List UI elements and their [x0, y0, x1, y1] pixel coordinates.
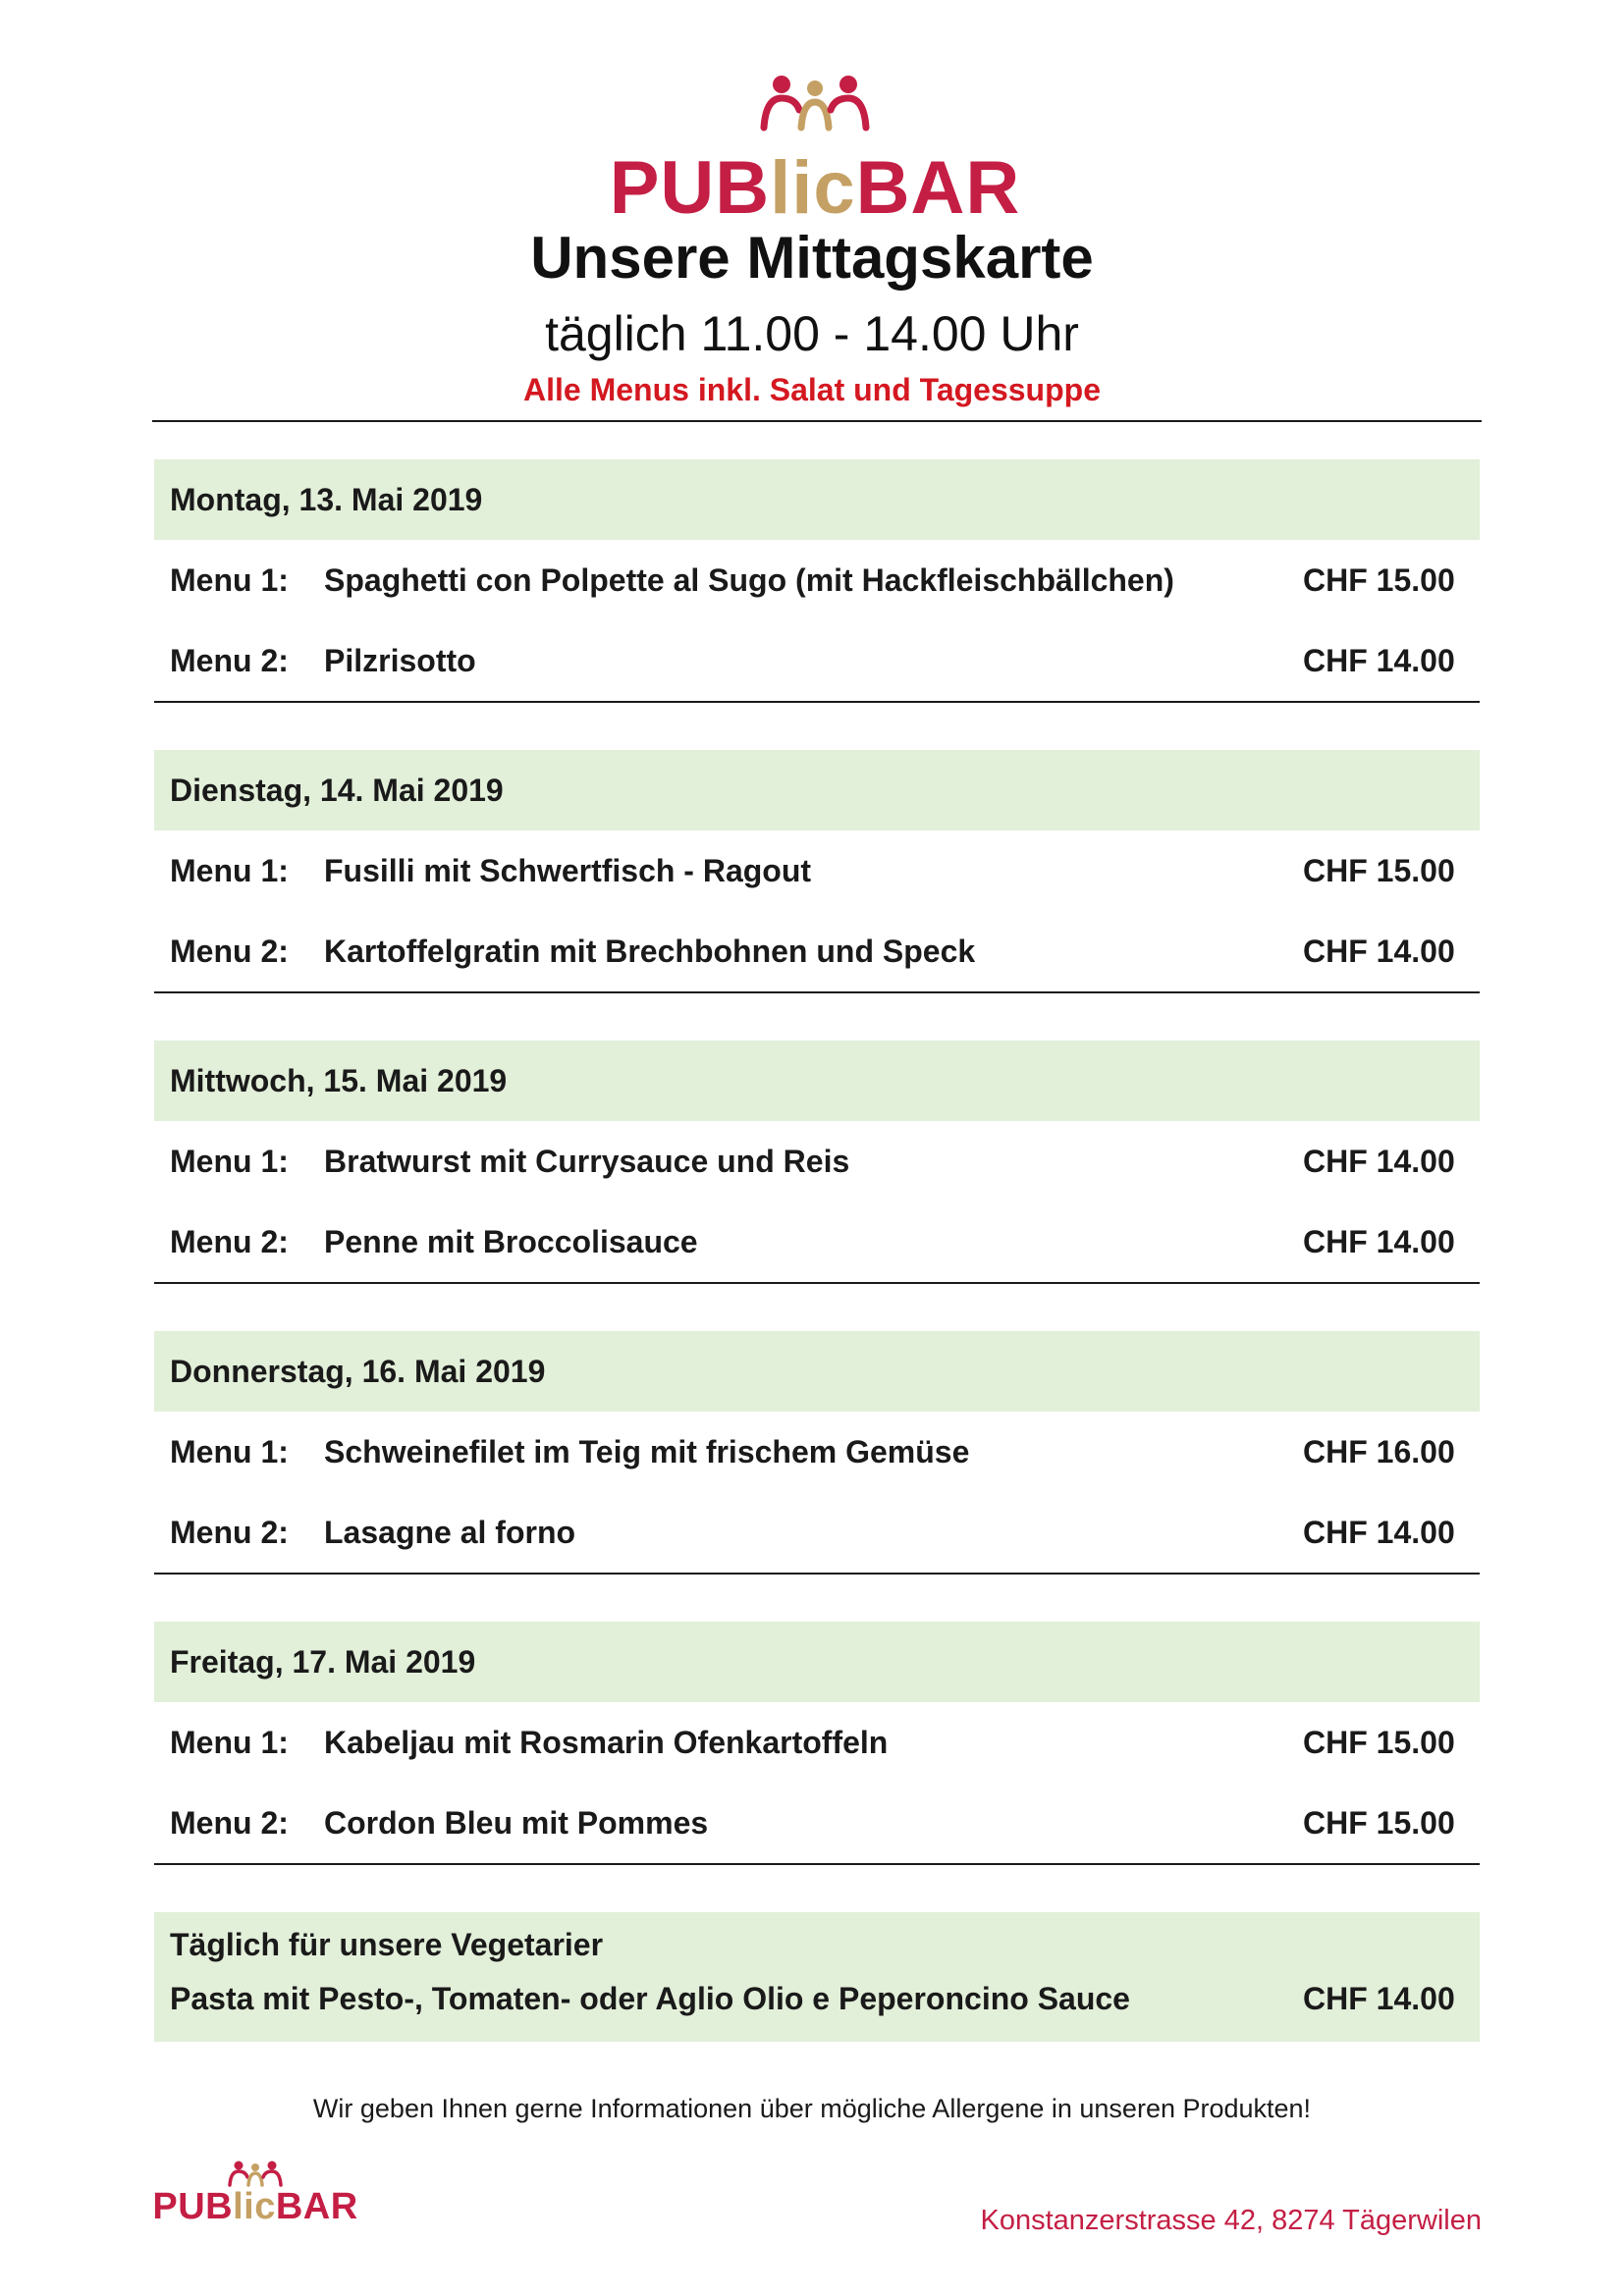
menu-label: Menu 2: — [170, 1223, 289, 1259]
dish-name: Kabeljau mit Rosmarin Ofenkartoffeln — [324, 1724, 889, 1760]
day-section-monday — [154, 459, 1480, 703]
dish-price: CHF 14.00 — [1303, 1514, 1455, 1550]
dish-price: CHF 15.00 — [1303, 852, 1455, 888]
menu-label: Menu 1: — [170, 1433, 289, 1469]
brand-wordmark: PUBlicBAR — [609, 146, 1021, 230]
menu-label: Menu 1: — [170, 1143, 289, 1179]
day-heading: Donnerstag, 16. Mai 2019 — [154, 1331, 1480, 1412]
day-section-friday — [154, 1622, 1480, 1865]
dish-name: Cordon Bleu mit Pommes — [324, 1804, 709, 1841]
dish-price: CHF 14.00 — [1303, 1980, 1455, 2016]
dish-name: Kartoffelgratin mit Brechbohnen und Speck — [324, 933, 976, 969]
menu-row — [154, 1412, 1480, 1492]
menu-row — [154, 1783, 1480, 1863]
menu-row — [154, 620, 1480, 701]
menu-note: Alle Menus inkl. Salat und Tagessuppe — [523, 372, 1101, 407]
dish-price: CHF 14.00 — [1303, 933, 1455, 969]
dish-price: CHF 16.00 — [1303, 1433, 1455, 1469]
menu-row — [154, 1121, 1480, 1201]
day-section-tuesday — [154, 750, 1480, 993]
vegetarian-heading: Täglich für unsere Vegetarier — [170, 1926, 604, 1962]
menu-label: Menu 2: — [170, 1514, 289, 1550]
menu-row — [154, 830, 1480, 911]
menu-label: Menu 2: — [170, 933, 289, 969]
dish-name: Bratwurst mit Currysauce und Reis — [324, 1143, 850, 1179]
dish-price: CHF 15.00 — [1303, 1804, 1455, 1841]
menu-row — [154, 911, 1480, 991]
menu-row — [154, 1492, 1480, 1573]
dish-name: Schweinefilet im Teig mit frischem Gemüse — [324, 1433, 970, 1469]
dish-price: CHF 14.00 — [1303, 642, 1455, 678]
header-divider — [152, 420, 1482, 422]
dish-name: Pilzrisotto — [324, 642, 476, 678]
day-section-thursday — [154, 1331, 1480, 1575]
vegetarian-row — [154, 1969, 1480, 2028]
day-heading: Dienstag, 14. Mai 2019 — [154, 750, 1480, 830]
day-heading: Freitag, 17. Mai 2019 — [154, 1622, 1480, 1702]
menu-row — [154, 540, 1480, 620]
dish-price: CHF 14.00 — [1303, 1223, 1455, 1259]
menu-label: Menu 1: — [170, 561, 289, 598]
dish-name: Lasagne al forno — [324, 1514, 576, 1550]
menu-label: Menu 1: — [170, 852, 289, 888]
opening-hours: täglich 11.00 - 14.00 Uhr — [545, 306, 1079, 361]
day-heading: Mittwoch, 15. Mai 2019 — [154, 1041, 1480, 1121]
dish-price: CHF 14.00 — [1303, 1143, 1455, 1179]
dish-price: CHF 15.00 — [1303, 1724, 1455, 1760]
footer-logo — [152, 2160, 358, 2238]
people-logo-icon — [609, 71, 1021, 149]
weekly-menu — [154, 459, 1480, 2042]
brand-wordmark: PUBlicBAR — [152, 2186, 358, 2227]
dish-price: CHF 15.00 — [1303, 561, 1455, 598]
allergen-note: Wir geben Ihnen gerne Informationen über mögliche Allergene in unseren Produkten! — [312, 2094, 1312, 2123]
page-title: Unsere Mittagskarte — [530, 225, 1094, 291]
menu-row — [154, 1702, 1480, 1783]
menu-label: Menu 2: — [170, 1804, 289, 1841]
day-heading: Montag, 13. Mai 2019 — [154, 459, 1480, 540]
dish-name: Pasta mit Pesto-, Tomaten- oder Aglio Olio e Peperoncino Sauce — [170, 1980, 1130, 2016]
menu-label: Menu 2: — [170, 642, 289, 678]
menu-label: Menu 1: — [170, 1724, 289, 1760]
menu-row — [154, 1201, 1480, 1282]
address: Konstanzerstrasse 42, 8274 Tägerwilen — [980, 2205, 1482, 2236]
dish-name: Fusilli mit Schwertfisch - Ragout — [324, 852, 812, 888]
dish-name: Spaghetti con Polpette al Sugo (mit Hackfleischbällchen) — [324, 561, 1174, 598]
brand-logo — [609, 71, 1021, 230]
day-section-wednesday — [154, 1041, 1480, 1284]
vegetarian-section — [154, 1912, 1480, 2042]
dish-name: Penne mit Broccolisauce — [324, 1223, 698, 1259]
